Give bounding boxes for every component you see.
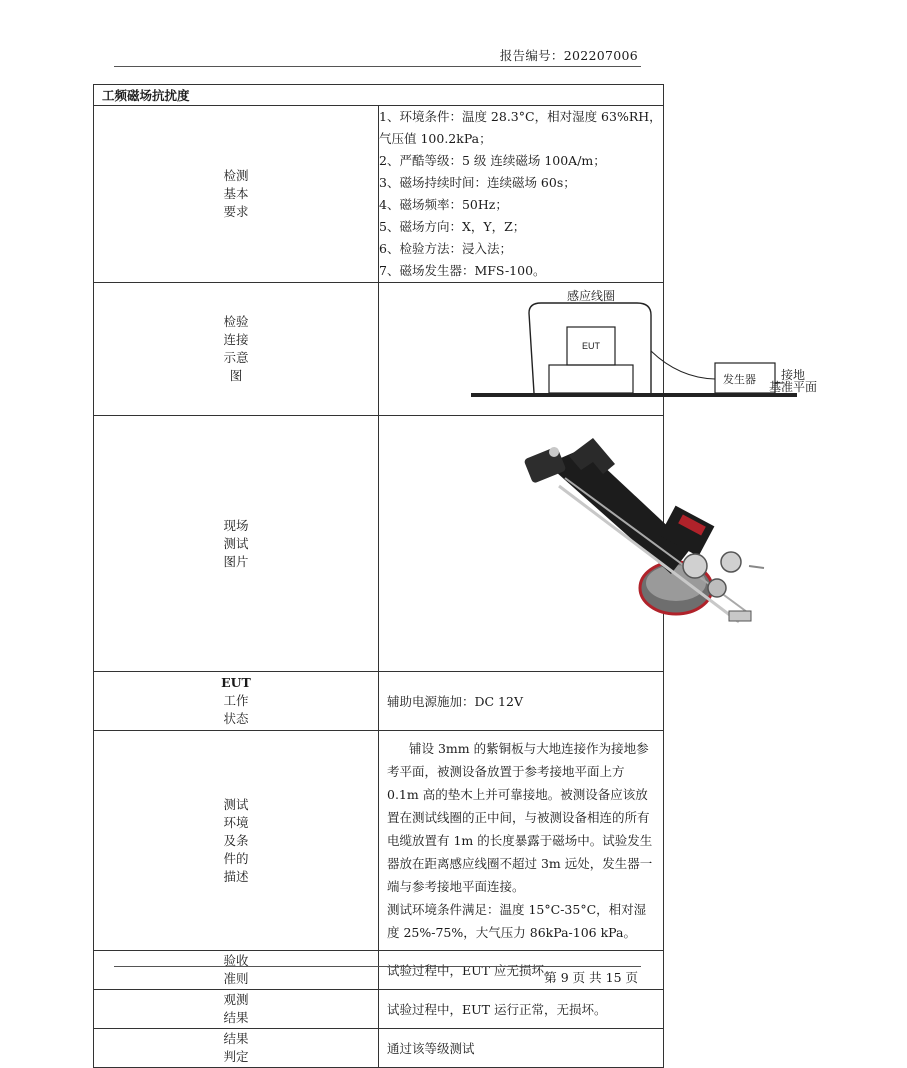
report-number: 报告编号：202207006 — [499, 48, 638, 63]
verdict-label-text: 结果判定 — [223, 1031, 249, 1064]
cable — [651, 351, 715, 379]
wooden-support — [549, 365, 633, 393]
environment-description — [379, 731, 664, 951]
device-clamp — [683, 554, 707, 578]
requirement-item: 1、环境条件：温度 28.3°C，相对湿度 63%RH，气压值 100.2kPa； — [379, 109, 662, 146]
eut-state-label — [94, 672, 379, 731]
requirements-list — [379, 106, 664, 283]
connection-diagram — [379, 283, 907, 415]
environment-conditions: 测试环境条件满足：温度 15°C-35°C，相对湿度 25%-75%，大气压力 86kPa-106 kPa。 — [387, 902, 647, 940]
coil-label: 感应线圈 — [567, 289, 616, 303]
device-clamp — [708, 579, 726, 597]
observation-label-text: 观测结果 — [223, 992, 249, 1025]
diagram-label — [94, 283, 379, 416]
observation-value: 试验过程中，EUT 运行正常，无损坏。 — [379, 990, 664, 1029]
observation-label — [94, 990, 379, 1029]
ground-plane — [471, 393, 797, 397]
header-rule — [114, 66, 641, 67]
eut-text: EUT — [582, 341, 600, 351]
device-clamp — [721, 552, 741, 572]
acceptance-label-text: 验收准则 — [223, 953, 249, 986]
requirement-item: 5、磁场方向：X，Y，Z； — [379, 219, 526, 234]
device-foot — [729, 611, 751, 621]
footer-rule — [114, 966, 641, 967]
site-photo-cell — [379, 416, 664, 672]
requirement-item: 6、检验方法：浸入法； — [379, 241, 512, 256]
verdict-value: 通过该等级测试 — [379, 1029, 664, 1068]
requirement-item: 2、严酷等级：5 级 连续磁场 100A/m； — [379, 153, 606, 168]
requirements-label-text: 检测基本要求 — [223, 168, 249, 219]
verdict-label — [94, 1029, 379, 1068]
generator-text: 发生器 — [723, 374, 756, 386]
eut-state-label-bold: EUT — [221, 675, 251, 690]
requirement-item: 7、磁场发生器：MFS-100。 — [379, 263, 546, 278]
environment-label — [94, 731, 379, 951]
section-title: 工频磁场抗扰度 — [94, 85, 664, 106]
test-record-table — [93, 84, 818, 1068]
requirements-label — [94, 106, 379, 283]
photo-label — [94, 416, 379, 672]
eut-state-value: 辅助电源施加：DC 12V — [379, 672, 664, 731]
photo-label-text: 现场测试图片 — [223, 517, 249, 569]
acceptance-value: 试验过程中，EUT 应无损坏。 — [379, 951, 664, 990]
eut-state-label-text: 工作状态 — [223, 693, 249, 726]
acceptance-label — [94, 951, 379, 990]
page-number: 第 9 页 共 15 页 — [544, 970, 638, 985]
device-photo — [379, 416, 907, 671]
environment-paragraph: 铺设 3mm 的紫铜板与大地连接作为接地参考平面，被测设备放置于参考接地平面上方 0.1m 高的垫木上并可靠接地。被测设备应该放置在测试线圈的正中间，与被测设备相连的所有电缆放置有 1m 的长度暴露于磁场中。试验发生器放在距离感应线圈不超过 3m 远处，发生器一端与参考接地平面连接。 — [387, 741, 653, 894]
environment-label-text: 测试环境及条件的描述 — [223, 796, 249, 884]
ground-label: 接地 — [781, 368, 806, 382]
ground-label: 基准平面 — [769, 380, 818, 394]
connection-diagram-cell — [379, 283, 818, 416]
diagram-label-text: 检验连接示意图 — [223, 314, 249, 383]
requirement-item: 4、磁场频率：50Hz； — [379, 197, 508, 212]
requirement-item: 3、磁场持续时间：连续磁场 60s； — [379, 175, 576, 190]
device-head — [523, 446, 566, 484]
